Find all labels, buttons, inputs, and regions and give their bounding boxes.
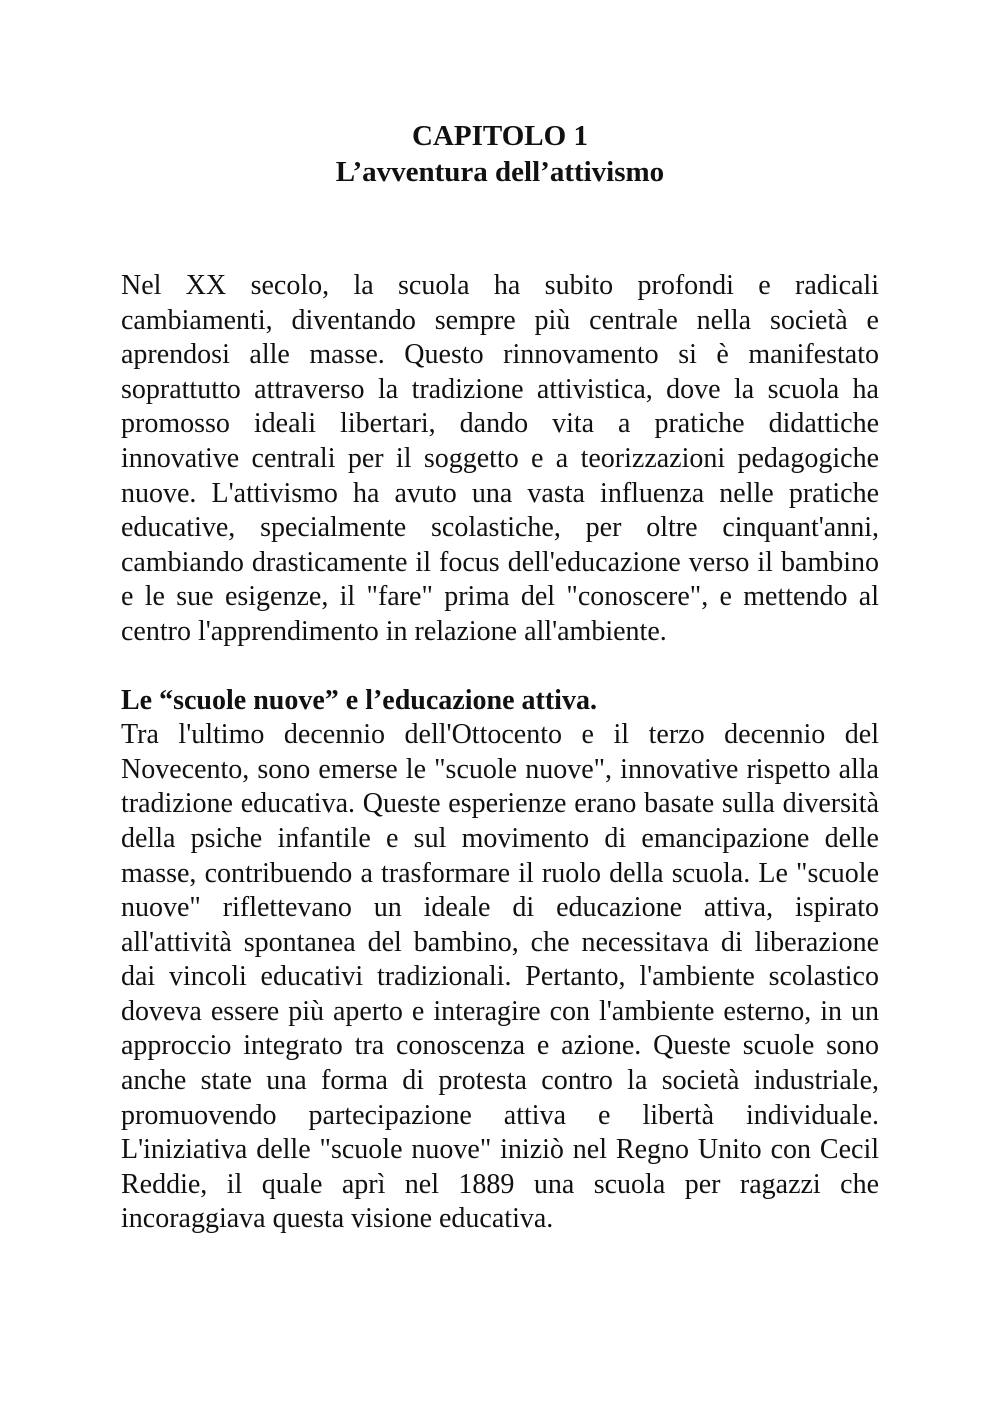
intro-paragraph: Nel XX secolo, la scuola ha subito profondi e radicali cambiamenti, diventando sempre più centrale nella società e aprendosi alle masse. Questo rinnovamento si è manifestato soprattutto attraverso la tradizione attivistica, dove la scuola ha promosso ideali libertari, dando vita a pratiche didattiche innovative centrali per il soggetto e a teorizzazioni pedagogiche nuove. L'attivismo ha avuto una vasta influenza nelle pratiche educative, specialmente scolastiche, per oltre cinquant'anni, cambiando drasticamente il focus dell'educazione verso il bambino e le sue esigenze, il "fare" prima del "conoscere", e mettendo al centro l'apprendimento in relazione all'ambiente. bbox=[121, 270, 879, 647]
chapter-number: CAPITOLO 1 bbox=[412, 120, 588, 152]
chapter-header bbox=[121, 118, 879, 190]
section-body-paragraph: Tra l'ultimo decennio dell'Ottocento e il terzo decennio del Novecento, sono emerse le "scuole nuove", innovative rispetto alla tradizione educativa. Queste esperienze erano basate sulla diversità della psiche infantile e sul movimento di emancipazione delle masse, contribuendo a trasformare il ruolo della scuola. Le "scuole nuove" riflettevano un ideale di educazione attiva, ispirato all'attività spontanea del bambino, che necessitava di liberazione dai vincoli educativi tradizionali. Pertanto, l'ambiente scolastico doveva essere più aperto e interagire con l'ambiente esterno, in un approccio integrato tra conoscenza e azione. Queste scuole sono anche state una forma di protesta contro la società industriale, promuovendo partecipazione attiva e libertà individuale. L'iniziativa delle "scuole nuove" iniziò nel Regno Unito con Cecil Reddie, il quale aprì nel 1889 una scuola per ragazzi che incoraggiava questa visione educativa. bbox=[121, 719, 879, 1235]
chapter-title: L’avventura dell’attivismo bbox=[335, 156, 665, 188]
section-heading: Le “scuole nuove” e l’educazione attiva. bbox=[121, 684, 597, 716]
document-page bbox=[121, 118, 879, 1237]
